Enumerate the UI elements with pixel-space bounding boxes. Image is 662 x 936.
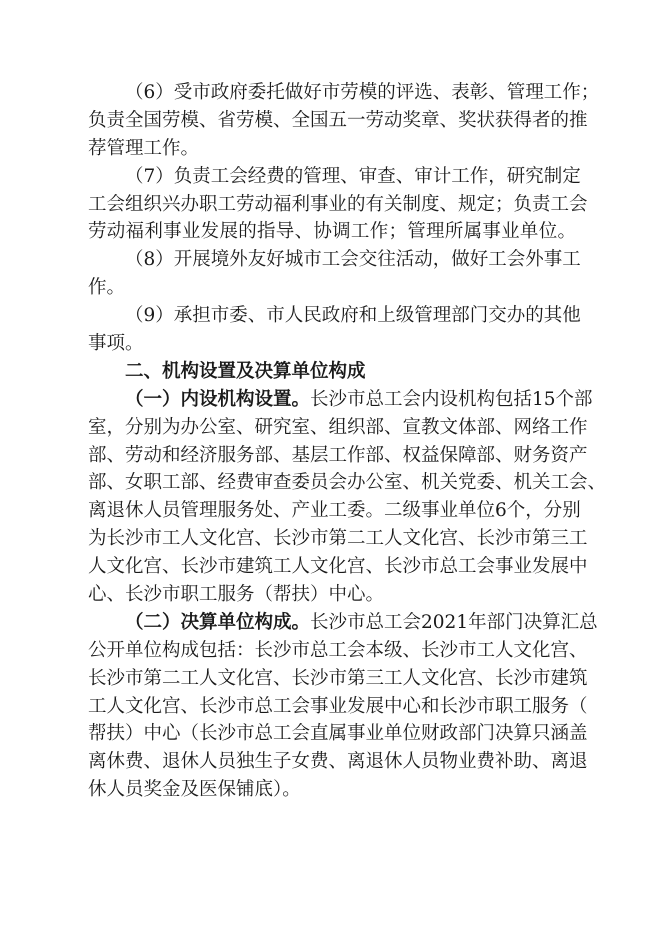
line-text: 人文化宫、长沙市建筑工人文化宫、长沙市总工会事业发展中 <box>88 556 588 578</box>
text-line <box>88 720 588 748</box>
text-line <box>88 776 576 804</box>
document-body <box>88 79 607 804</box>
line-text: 长沙市第二工人文化宫、长沙市第三工人文化宫、长沙市建筑 <box>88 667 588 689</box>
text-line <box>88 665 588 693</box>
bold-subheading: （二）决算单位构成。 <box>125 611 311 633</box>
text-line <box>88 553 588 581</box>
line-text: 作。 <box>88 277 126 299</box>
line-text: （8）开展境外友好城市工会交往活动，做好工会外事工 <box>125 249 581 271</box>
text-line <box>88 274 576 302</box>
line-text: 公开单位构成包括：长沙市总工会本级、长沙市工人文化宫、 <box>88 639 588 661</box>
text-line <box>88 497 581 525</box>
line-text: 负责全国劳模、省劳模、全国五一劳动奖章、奖状获得者的推 <box>88 109 588 131</box>
line-text: 室，分别为办公室、研究室、组织部、宣教文体部、网络工作 <box>88 416 588 438</box>
text-line <box>88 469 607 497</box>
text-line <box>88 637 588 665</box>
paragraph <box>88 386 607 609</box>
line-text: 休人员奖金及医保铺底）。 <box>88 779 301 801</box>
paragraph <box>88 246 581 302</box>
line-text: 工会组织兴办职工劳动福利事业的有关制度、规定；负责工会 <box>88 193 588 215</box>
paragraph <box>88 302 581 358</box>
line-text: 心、长沙市职工服务（帮扶）中心。 <box>88 584 385 606</box>
text-line <box>88 135 576 163</box>
text-line <box>88 581 576 609</box>
line-text: 帮扶）中心（长沙市总工会直属事业单位财政部门决算只涵盖 <box>88 723 588 745</box>
text-line <box>88 748 588 776</box>
text-line <box>88 107 588 135</box>
line-text: 事项。 <box>88 333 144 355</box>
text-line <box>88 693 588 721</box>
text-line <box>88 191 588 219</box>
text-line <box>88 525 588 553</box>
text-line <box>88 302 581 330</box>
line-text: 部、女职工部、经费审查委员会办公室、机关党委、机关工会、 <box>88 472 607 494</box>
text-line <box>88 609 598 637</box>
text-line <box>88 218 576 246</box>
text-line <box>88 386 593 414</box>
paragraph <box>88 609 598 804</box>
line-text: 离退休人员管理服务处、产业工委。二级事业单位6个，分别 <box>88 500 581 522</box>
line-text: 长沙市总工会内设机构包括15个部 <box>310 388 593 410</box>
text-line <box>88 358 576 386</box>
section-heading <box>88 358 576 386</box>
text-line <box>88 246 581 274</box>
line-text: 长沙市总工会2021年部门决算汇总 <box>310 611 598 633</box>
line-text: （7）负责工会经费的管理、审查、审计工作，研究制定 <box>125 165 581 187</box>
line-text: 离休费、退休人员独生子女费、离退休人员物业费补助、离退 <box>88 751 588 773</box>
bold-subheading: （一）内设机构设置。 <box>125 388 311 410</box>
paragraph <box>88 163 588 247</box>
line-text: （6）受市政府委托做好市劳模的评选、表彰、管理工作； <box>125 82 600 103</box>
text-line <box>88 79 600 107</box>
line-text: 为长沙市工人文化宫、长沙市第二工人文化宫、长沙市第三工 <box>88 528 588 550</box>
line-text: 工人文化宫、长沙市总工会事业发展中心和长沙市职工服务（ <box>88 695 588 717</box>
paragraph <box>88 79 600 163</box>
line-text: 二、机构设置及决算单位构成 <box>125 360 366 382</box>
text-line <box>88 414 588 442</box>
line-text: （9）承担市委、市人民政府和上级管理部门交办的其他 <box>125 305 581 327</box>
text-line <box>88 163 581 191</box>
line-text: 荐管理工作。 <box>88 137 200 159</box>
text-line <box>88 330 576 358</box>
text-line <box>88 442 588 470</box>
line-text: 劳动福利事业发展的指导、协调工作；管理所属事业单位。 <box>88 221 576 243</box>
line-text: 部、劳动和经济服务部、基层工作部、权益保障部、财务资产 <box>88 444 588 466</box>
